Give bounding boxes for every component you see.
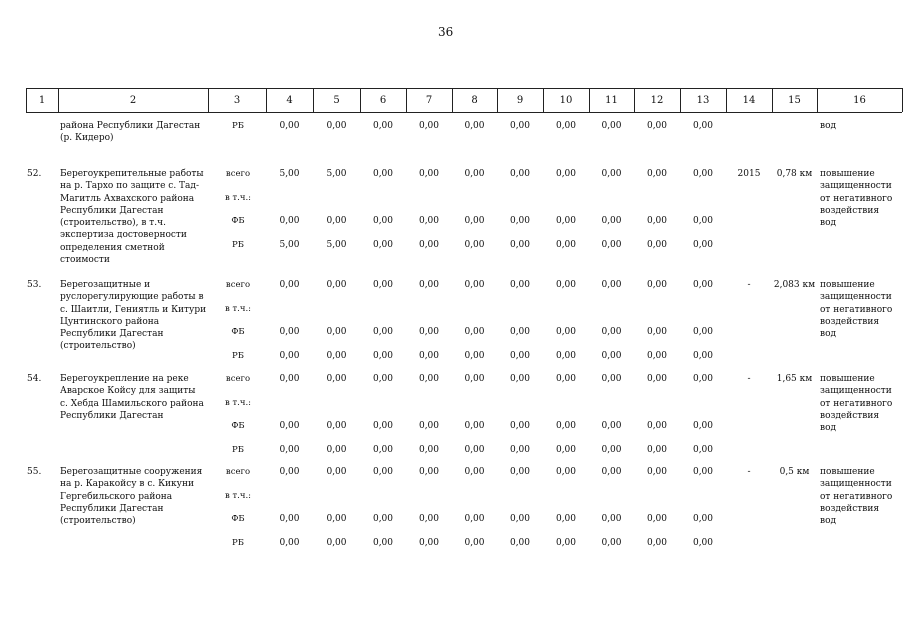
- amount-cell: 0,00: [555, 216, 577, 226]
- column-header: 4: [286, 95, 293, 106]
- amount-cell: 0,00: [601, 280, 622, 290]
- amount-cell: 0,00: [601, 121, 622, 131]
- amount-cell: 0,00: [326, 351, 347, 361]
- amount-cell: 0,00: [279, 216, 300, 226]
- funding-subrow: [0, 215, 905, 227]
- amount-cell: 0,00: [555, 374, 577, 384]
- amount-cell: 0,00: [555, 121, 577, 131]
- column-header: 5: [333, 95, 340, 106]
- amount-cell: 0,00: [555, 538, 577, 548]
- amount-cell: 0,00: [279, 280, 300, 290]
- funding-source-label: в т.ч.:: [224, 193, 252, 203]
- row-description: Берегоукрепление на реке Аварское Койсу для защиты с. Хебда Шамильского района Республики Дагестан: [60, 374, 204, 421]
- amount-cell: 5,00: [279, 240, 300, 250]
- amount-cell: 0,00: [418, 280, 440, 290]
- amount-cell: 0,00: [555, 240, 577, 250]
- amount-cell: 0,00: [464, 121, 485, 131]
- amount-cell: 0,00: [509, 514, 531, 524]
- amount-cell: 0,00: [418, 374, 440, 384]
- amount-cell: 0,00: [646, 216, 668, 226]
- amount-cell: 0,00: [279, 327, 300, 337]
- amount-cell: 0,00: [601, 216, 622, 226]
- amount-cell: 0,00: [692, 169, 714, 179]
- amount-cell: 0,00: [326, 280, 347, 290]
- amount-cell: 0,00: [646, 351, 668, 361]
- amount-cell: 0,00: [555, 421, 577, 431]
- amount-cell: 0,00: [509, 121, 531, 131]
- amount-cell: 0,00: [372, 374, 394, 384]
- amount-cell: 0,00: [646, 374, 668, 384]
- column-header: 14: [742, 95, 756, 106]
- amount-cell: 0,00: [601, 351, 622, 361]
- amount-cell: 0,00: [555, 467, 577, 477]
- funding-source-label: РБ: [232, 538, 244, 548]
- amount-cell: 0,00: [692, 514, 714, 524]
- amount-cell: 0,00: [418, 240, 440, 250]
- amount-cell: 0,00: [372, 327, 394, 337]
- amount-cell: 0,00: [464, 445, 485, 455]
- amount-cell: 0,00: [279, 445, 300, 455]
- purpose-cell: повышение защищенности от негативного воздействия вод: [820, 280, 893, 340]
- amount-cell: 0,00: [372, 121, 394, 131]
- column-header: 2: [129, 95, 137, 106]
- amount-cell: 0,00: [601, 445, 622, 455]
- amount-cell: 0,00: [372, 421, 394, 431]
- year-cell: -: [747, 374, 751, 384]
- amount-cell: 0,00: [326, 467, 347, 477]
- funding-source-label: в т.ч.:: [224, 491, 252, 501]
- funding-source-label: всего: [225, 467, 251, 477]
- table-top-rule: [26, 88, 902, 89]
- amount-cell: 0,00: [326, 327, 347, 337]
- amount-cell: 0,00: [326, 216, 347, 226]
- amount-cell: 0,00: [372, 351, 394, 361]
- amount-cell: 5,00: [326, 240, 347, 250]
- funding-source-label: всего: [225, 169, 251, 179]
- amount-cell: 0,00: [509, 421, 531, 431]
- year-cell: -: [747, 280, 751, 290]
- amount-cell: 0,00: [601, 169, 622, 179]
- funding-source-label: РБ: [232, 240, 244, 250]
- funding-source-label: всего: [225, 374, 251, 384]
- length-cell: 1,65 км: [776, 374, 813, 384]
- amount-cell: 0,00: [509, 538, 531, 548]
- column-header: 7: [425, 95, 433, 106]
- purpose-cell: вод: [820, 121, 837, 131]
- amount-cell: 0,00: [509, 240, 531, 250]
- amount-cell: 0,00: [418, 121, 440, 131]
- length-cell: 2,083 км: [773, 280, 816, 290]
- amount-cell: 0,00: [646, 421, 668, 431]
- amount-cell: 0,00: [692, 121, 714, 131]
- amount-cell: 0,00: [692, 374, 714, 384]
- row-description: Берегоукрепительные работы на р. Тархо по защите с. Тад- Магитль Ахвахского района Республики Дагестан (строительство), в т.ч. экспертиза достоверности определения сметной стоимости: [60, 169, 204, 266]
- year-cell: -: [747, 467, 751, 477]
- row-number: 54.: [27, 374, 42, 384]
- row-description: района Республики Дагестан (р. Кидеро): [60, 121, 201, 144]
- amount-cell: 0,00: [509, 351, 531, 361]
- column-header: 13: [696, 95, 710, 106]
- amount-cell: 0,00: [464, 514, 485, 524]
- amount-cell: 0,00: [646, 445, 668, 455]
- amount-cell: 0,00: [279, 467, 300, 477]
- amount-cell: 0,00: [418, 467, 440, 477]
- amount-cell: 0,00: [372, 514, 394, 524]
- amount-cell: 0,00: [372, 240, 394, 250]
- amount-cell: 0,00: [509, 169, 531, 179]
- amount-cell: 0,00: [372, 538, 394, 548]
- amount-cell: 0,00: [418, 421, 440, 431]
- amount-cell: 0,00: [279, 121, 300, 131]
- amount-cell: 0,00: [555, 327, 577, 337]
- amount-cell: 0,00: [326, 421, 347, 431]
- funding-subrow: [0, 490, 905, 502]
- funding-subrow: [0, 537, 905, 549]
- amount-cell: 0,00: [464, 467, 485, 477]
- funding-subrow: [0, 326, 905, 338]
- amount-cell: 5,00: [326, 169, 347, 179]
- funding-subrow: [0, 420, 905, 432]
- funding-subrow: [0, 513, 905, 525]
- amount-cell: 0,00: [418, 169, 440, 179]
- purpose-cell: повышение защищенности от негативного воздействия вод: [820, 169, 893, 229]
- amount-cell: 0,00: [464, 280, 485, 290]
- amount-cell: 0,00: [692, 351, 714, 361]
- amount-cell: 0,00: [692, 467, 714, 477]
- column-header: 15: [788, 95, 801, 106]
- amount-cell: 0,00: [646, 169, 668, 179]
- amount-cell: 0,00: [372, 467, 394, 477]
- funding-source-label: в т.ч.:: [224, 304, 252, 314]
- row-number: 53.: [27, 280, 42, 290]
- funding-source-label: ФБ: [231, 421, 245, 431]
- amount-cell: 0,00: [418, 216, 440, 226]
- amount-cell: 0,00: [601, 538, 622, 548]
- amount-cell: 0,00: [418, 538, 440, 548]
- row-description: Берегозащитные и русло​регулирующие работы в с. Шаитли, Гениятль и Китури Цунтинского района Республики Дагестан (строительство): [60, 280, 207, 352]
- purpose-cell: повышение защищенности от негативного воздействия вод: [820, 467, 893, 527]
- amount-cell: 0,00: [601, 240, 622, 250]
- amount-cell: 0,00: [646, 514, 668, 524]
- funding-subrow: [0, 239, 905, 251]
- row-number: 52.: [27, 169, 42, 179]
- funding-source-label: ФБ: [231, 327, 245, 337]
- amount-cell: 0,00: [601, 421, 622, 431]
- amount-cell: 0,00: [372, 445, 394, 455]
- row-number: 55.: [27, 467, 42, 477]
- amount-cell: 5,00: [279, 169, 300, 179]
- table-header-rule: [26, 112, 902, 113]
- amount-cell: 0,00: [372, 169, 394, 179]
- amount-cell: 0,00: [692, 538, 714, 548]
- purpose-cell: повышение защищенности от негативного воздействия вод: [820, 374, 893, 434]
- amount-cell: 0,00: [279, 374, 300, 384]
- funding-source-label: в т.ч.:: [224, 398, 252, 408]
- row-description: Берегозащитные сооружения на р. Каракойсу в с. Кикуни Гергебильского района Республики Дагестан (строительство): [60, 467, 203, 527]
- amount-cell: 0,00: [418, 445, 440, 455]
- amount-cell: 0,00: [646, 538, 668, 548]
- amount-cell: 0,00: [646, 240, 668, 250]
- amount-cell: 0,00: [646, 280, 668, 290]
- amount-cell: 0,00: [601, 514, 622, 524]
- amount-cell: 0,00: [326, 374, 347, 384]
- column-header: 1: [38, 95, 46, 106]
- amount-cell: 0,00: [509, 374, 531, 384]
- funding-subrow: [0, 397, 905, 409]
- amount-cell: 0,00: [646, 121, 668, 131]
- amount-cell: 0,00: [646, 327, 668, 337]
- amount-cell: 0,00: [418, 514, 440, 524]
- column-header: 10: [559, 95, 573, 106]
- amount-cell: 0,00: [326, 538, 347, 548]
- amount-cell: 0,00: [509, 216, 531, 226]
- amount-cell: 0,00: [464, 240, 485, 250]
- year-cell: 2015: [737, 169, 761, 179]
- amount-cell: 0,00: [555, 280, 577, 290]
- column-header: 16: [853, 95, 866, 106]
- funding-source-label: РБ: [232, 121, 244, 131]
- amount-cell: 0,00: [509, 327, 531, 337]
- page-number: 36: [438, 25, 454, 39]
- amount-cell: 0,00: [692, 216, 714, 226]
- amount-cell: 0,00: [509, 280, 531, 290]
- funding-source-label: РБ: [232, 351, 244, 361]
- amount-cell: 0,00: [601, 327, 622, 337]
- funding-subrow: [0, 120, 905, 132]
- amount-cell: 0,00: [418, 327, 440, 337]
- amount-cell: 0,00: [464, 216, 485, 226]
- amount-cell: 0,00: [279, 421, 300, 431]
- amount-cell: 0,00: [692, 327, 714, 337]
- funding-subrow: [0, 192, 905, 204]
- funding-subrow: [0, 444, 905, 456]
- amount-cell: 0,00: [692, 421, 714, 431]
- amount-cell: 0,00: [601, 374, 622, 384]
- length-cell: 0,5 км: [779, 467, 810, 477]
- amount-cell: 0,00: [464, 169, 485, 179]
- amount-cell: 0,00: [555, 514, 577, 524]
- amount-cell: 0,00: [509, 445, 531, 455]
- amount-cell: 0,00: [464, 421, 485, 431]
- amount-cell: 0,00: [464, 351, 485, 361]
- length-cell: 0,78 км: [776, 169, 813, 179]
- funding-source-label: ФБ: [231, 216, 245, 226]
- funding-subrow: [0, 350, 905, 362]
- funding-source-label: ФБ: [231, 514, 245, 524]
- amount-cell: 0,00: [464, 538, 485, 548]
- funding-source-label: всего: [225, 280, 251, 290]
- amount-cell: 0,00: [326, 514, 347, 524]
- amount-cell: 0,00: [555, 445, 577, 455]
- amount-cell: 0,00: [372, 216, 394, 226]
- column-header: 3: [233, 95, 241, 106]
- amount-cell: 0,00: [279, 351, 300, 361]
- funding-source-label: РБ: [232, 445, 244, 455]
- amount-cell: 0,00: [464, 374, 485, 384]
- amount-cell: 0,00: [555, 351, 577, 361]
- column-header: 12: [650, 95, 664, 106]
- amount-cell: 0,00: [464, 327, 485, 337]
- amount-cell: 0,00: [418, 351, 440, 361]
- amount-cell: 0,00: [279, 538, 300, 548]
- column-header: 6: [379, 95, 387, 106]
- amount-cell: 0,00: [326, 445, 347, 455]
- amount-cell: 0,00: [692, 445, 714, 455]
- column-header: 11: [605, 95, 618, 106]
- amount-cell: 0,00: [692, 240, 714, 250]
- amount-cell: 0,00: [601, 467, 622, 477]
- amount-cell: 0,00: [326, 121, 347, 131]
- amount-cell: 0,00: [555, 169, 577, 179]
- amount-cell: 0,00: [509, 467, 531, 477]
- column-divider: [902, 88, 903, 112]
- amount-cell: 0,00: [372, 280, 394, 290]
- column-header: 9: [516, 95, 524, 106]
- amount-cell: 0,00: [646, 467, 668, 477]
- funding-subrow: [0, 303, 905, 315]
- column-header: 8: [471, 95, 478, 106]
- amount-cell: 0,00: [692, 280, 714, 290]
- amount-cell: 0,00: [279, 514, 300, 524]
